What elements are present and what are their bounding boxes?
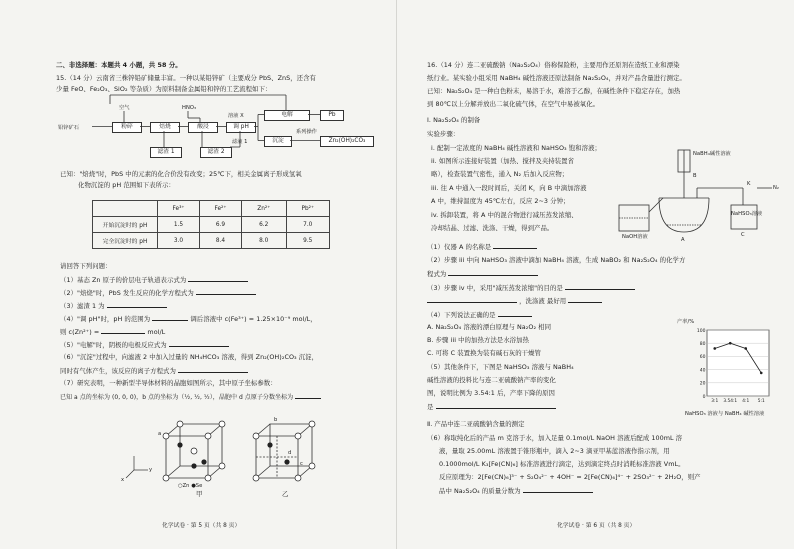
q16-part-3b <box>427 296 602 305</box>
step-4b: 冷却结晶、过滤、洗涤、干燥，得到产品。 <box>431 224 554 232</box>
q16-part-1-text: （1）仪器 A 的名称是 <box>427 243 492 251</box>
chart-ytick-label: 60 <box>699 355 706 361</box>
flow-hno3-label: HNO₃ <box>182 105 197 111</box>
point-c-label: c <box>300 461 303 467</box>
q15-line-1: 15.（14 分）云南省三株锌铅矿储量丰富。一种以某铅锌矿（主要成分 PbS、ZnS，还含有 <box>56 74 316 82</box>
flow-input: 铅锌矿石 <box>58 125 79 131</box>
zn-atom <box>177 421 183 427</box>
q15-part-5-text: （5）"电解"时，阴极的电极反应式为 <box>60 341 167 349</box>
legend-zn-se: ○Zn ●Se <box>178 483 203 489</box>
answer-blank <box>493 242 537 249</box>
q15-part-2-text: （2）"焙烧"时，PbS 发生反应的化学方程式为 <box>60 289 194 297</box>
q16-part-6-line-2: 液，量取 25.00mL 溶液置于锥形瓶中，滴入 2~3 滴亚甲基蓝溶液作指示剂，用 <box>439 447 670 455</box>
q16-part-5: （5）其他条件下，下图是 NaHSO₃ 溶液与 NaBH₄ <box>427 363 574 371</box>
steps-title: 实验步骤： <box>427 130 460 138</box>
q15-part-6: （6）"沉淀"过程中，向滤液 2 中加入过量的 NH₄HCO₃ 溶液，得到 Zn₂(OH)₂CO₃ 沉淀， <box>60 353 319 361</box>
table-cell: 6.2 <box>241 217 286 233</box>
known-line-1: 已知："焙烧"时，PbS 中的元素的化合价没有改变；25℃下，相关金属离子形成氢氧 <box>60 170 302 178</box>
funnel-b-label: B <box>693 173 697 179</box>
chart-xtick-label: 5:1 <box>757 399 765 404</box>
answer-blank <box>498 310 532 317</box>
table-cell: 8.0 <box>241 233 286 249</box>
q16-part-3b-text: ，洗涤液 <box>517 297 545 305</box>
step-2: ii. 如图所示连接好装置（加热、搅拌及夹持装置省 <box>431 157 575 165</box>
flask-a <box>659 198 709 232</box>
chart-data-point <box>713 347 716 350</box>
q16-part-3 <box>427 283 635 292</box>
zn-atom <box>295 475 301 481</box>
option-b: B. 步骤 iii 中的加热方法是水浴加热 <box>427 336 529 344</box>
se-atom <box>201 459 206 464</box>
axis-y-label: y <box>149 467 153 473</box>
footer-right: 化学试卷 · 第 6 页（共 8 页） <box>557 523 636 529</box>
q15-part-7b-text: 已知 a 点的坐标为 (0, 0, 0)，b 点的坐标为（½, ½, ½），晶胞中 d 点原子分数坐标为 <box>60 394 294 401</box>
flow-solution-x: 溶液 X <box>228 113 244 119</box>
table-header: Fe³⁺ <box>158 201 200 217</box>
right-page <box>397 0 794 549</box>
answer-intro: 请回答下列问题： <box>60 262 112 270</box>
chart-data-point <box>744 347 747 350</box>
nabh4-label: NaBH₄碱性溶液 <box>693 151 731 157</box>
q16-part-1 <box>427 242 537 251</box>
q16-line-1: 16.（14 分）连二亚硫酸钠（Na₂S₂O₄）俗称保险粉，主要用作还原剂在造纸工业和漂染 <box>427 61 680 69</box>
flow-residue-1: 滤渣 1 <box>150 147 182 158</box>
se-atom <box>177 442 182 447</box>
q16-part-5c: 图，说明比例为 3.54:1 后，产率下降的原因 <box>427 389 555 397</box>
chart-ytick-label: 80 <box>699 342 706 347</box>
zn-atom <box>205 475 211 481</box>
q15-line-2: 少量 FeO、Fe₂O₃、SiO₂ 等杂质）为原料制备金属铅和锌的工艺流程如下： <box>56 85 272 93</box>
known-line-2: 化物沉淀的 pH 范围如下表所示： <box>78 181 175 189</box>
table-cell: 7.0 <box>286 217 329 233</box>
q15-part-3-text: （3）滤渣 1 为 <box>60 302 105 310</box>
axes <box>126 456 148 478</box>
flow-step-leach: 酸浸 <box>188 122 218 133</box>
chart-ytick-label: 40 <box>699 368 706 374</box>
answer-blank <box>565 283 635 290</box>
answer-blank <box>448 269 538 276</box>
q16-part-5d-text: 是 <box>427 403 434 411</box>
step-1: i. 配制一定浓度的 NaBH₄ 碱性溶液和 NaHSO₃ 饱和溶液； <box>431 144 601 152</box>
zn-atom <box>295 433 301 439</box>
q16-line-2: 纸行业。某实验小组采用 NaBH₄ 碱性溶液还原法制备 Na₂S₂O₄，并对产品含量进行测定。 <box>427 74 686 82</box>
q15-part-4-text: （4）"调 pH"时，pH 的范围为 <box>60 315 151 323</box>
q16-line-4: 到 80℃以上分解并放出二氧化硫气体，在空气中易被氧化。 <box>427 100 600 108</box>
zn-atom <box>205 433 211 439</box>
section-2: Ⅱ. 产品中连二亚硫酸钠含量的测定 <box>427 420 525 428</box>
zn-atom <box>253 475 259 481</box>
zn-atom <box>309 463 315 469</box>
point-d-label: d <box>288 450 292 456</box>
figure-yi-label: 乙 <box>282 490 289 498</box>
point-b-label: b <box>274 417 278 423</box>
table-cell: 9.5 <box>286 233 329 249</box>
section-1: Ⅰ. Na₂S₂O₄ 的制备 <box>427 116 481 124</box>
point-a-label: a <box>158 431 162 437</box>
q16-part-6-line-5 <box>439 486 593 495</box>
se-atom <box>267 442 272 447</box>
chart-xtick-label: 3.54:1 <box>723 399 738 404</box>
table-cell: 6.9 <box>199 217 241 233</box>
flow-step-crush: 粉碎 <box>112 122 142 133</box>
se-atom <box>191 463 196 468</box>
q16-part-2: （2）步骤 iii 中向 NaHSO₃ 溶液中滴加 NaBH₄ 溶液，生成 NaBO₂ 和 Na₂S₂O₄ 的化学方 <box>427 256 686 264</box>
cell-yi-edges <box>256 424 312 478</box>
zn-atom <box>191 448 197 454</box>
q16-line-3: 已知：Na₂S₂O₄ 是一种白色粉末，易溶于水，难溶于乙醇，在碱性条件下稳定存在，加热 <box>427 87 681 95</box>
q16-part-6-line-5-text: 品中 Na₂S₂O₄ 的质量分数为 <box>439 487 521 495</box>
table-header: Fe²⁺ <box>199 201 241 217</box>
q16-part-6-line-3: 0.1000mol/L K₃[Fe(CN)₆] 标准溶液进行滴定，达到滴定终点时消耗标准溶液 VmL。 <box>439 460 685 468</box>
flow-product-zn: Zn₂(OH)₂CO₃ <box>320 136 374 147</box>
step-2b: 略），检查装置气密性，通入 N₂ 后加入反应物； <box>431 170 569 178</box>
chart-xlabel: NaHSO₃ 溶液与 NaBH₄ 碱性溶液 <box>685 411 765 417</box>
q15-part-6b-text: 同时有气体产生，该反应的离子方程式为 <box>60 367 176 375</box>
q16-part-4 <box>427 310 532 319</box>
flow-residue-2: 滤渣 2 <box>200 147 232 158</box>
flask-a-label: A <box>681 237 685 243</box>
zn-atom <box>219 421 225 427</box>
q16-part-6-line-1: （6）称取纯化后的产品 m 克溶于水，加入足量 0.1mol/L NaOH 溶液后配成 100mL 溶 <box>427 434 683 442</box>
unit-mol: mol/L <box>147 328 166 336</box>
flow-series-ops: 系列操作 <box>296 129 317 135</box>
se-atom <box>284 459 289 464</box>
nahso3-label: NaHSO₃溶液 <box>731 211 763 217</box>
figure-jia-label: 甲 <box>196 490 203 498</box>
zn-atom <box>219 463 225 469</box>
table-header: Pb²⁺ <box>286 201 329 217</box>
zn-atom <box>309 421 315 427</box>
step-3: iii. 往 A 中通入一段时间后，关闭 K，向 B 中滴加溶液 <box>431 184 587 192</box>
q16-part-2b-text: 程式为 <box>427 270 447 278</box>
chart-frame <box>707 330 769 396</box>
table-header: Zn²⁺ <box>241 201 286 217</box>
q15-part-4b-text: 则 c(Zn²⁺) = <box>60 328 100 336</box>
zn-atom <box>163 475 169 481</box>
footer-left: 化学试卷 · 第 5 页（共 8 页） <box>162 523 241 529</box>
answer-blank <box>427 296 517 303</box>
chart-ytick-label: 0 <box>702 394 706 400</box>
chart-data-point <box>760 372 763 375</box>
q16-part-5b: 碱性溶液的投料比与连二亚硫酸钠产率的变化 <box>427 376 556 384</box>
q16-part-5d <box>427 402 556 411</box>
flow-step-precipitate: 沉淀 <box>264 136 292 147</box>
flow-air-label: 空气 <box>119 105 130 111</box>
chart-ylabel: 产率/% <box>677 319 695 325</box>
q15-part-1-text: （1）基态 Zn 原子的价层电子轨道表示式为 <box>60 276 187 284</box>
flow-step-electrolysis: 电解 <box>264 110 310 121</box>
chart-data-point <box>729 342 732 345</box>
table-cell: 8.4 <box>199 233 241 249</box>
option-a: A. Na₂S₂O₄ 溶液的漂白原理与 Na₂O₂ 相同 <box>427 323 552 331</box>
q16-part-3c-text: 最好用 <box>544 297 567 305</box>
table-cell: 完全沉淀时的 pH <box>93 233 158 249</box>
flow-step-roast: 焙烧 <box>150 122 180 133</box>
chart-xtick-label: 3:1 <box>711 399 719 404</box>
zn-atom <box>253 433 259 439</box>
table-cell: 1.5 <box>158 217 200 233</box>
q15-part-7: （7）研究表明，一种新型半导体材料的晶胞如图所示，其中原子坐标参数： <box>60 379 277 387</box>
flow-product-pb: Pb <box>320 110 344 121</box>
step-4: iv. 拆卸装置，将 A 中的混合物进行减压蒸发浓缩、 <box>431 211 578 219</box>
zn-atom <box>163 433 169 439</box>
option-c: C. 可将 C 装置换为装有碱石灰的干燥管 <box>427 349 541 357</box>
q16-part-2b <box>427 269 538 278</box>
yield-chart <box>693 326 773 406</box>
q16-part-6-line-4: 反应原理为：2[Fe(CN)₆]³⁻ + S₂O₄²⁻ + 4OH⁻ = 2[Fe(CN)₆]⁴⁻ + 2SO₃²⁻ + 2H₂O，则产 <box>439 473 701 481</box>
answer-blank <box>568 296 602 303</box>
step-3b: A 中，维持温度为 45℃左右，反应 2~3 分钟； <box>431 197 570 205</box>
table-cell: 3.0 <box>158 233 200 249</box>
flow-filtrate-1: 滤液 1 <box>232 139 248 145</box>
chart-ytick-label: 100 <box>696 328 706 334</box>
chart-ytick-label: 20 <box>699 381 706 387</box>
answer-blank <box>523 486 593 493</box>
q16-part-3-text: （3）步骤 iv 中，采用"减压蒸发浓缩"的目的是 <box>427 284 563 292</box>
section-heading: 二、非选择题：本题共 4 小题，共 58 分。 <box>56 61 182 69</box>
naoh-label: NaOH溶液 <box>622 234 648 240</box>
q15-part-4-cont: 调后溶液中 c(Fe³⁺) = 1.25×10⁻⁹ mol/L， <box>188 315 317 323</box>
bottle-c-label: C <box>741 232 745 238</box>
chart-xtick-label: 4:1 <box>742 399 750 404</box>
flow-step-adjust-ph: 调 pH <box>226 122 256 133</box>
q16-part-4-text: （4）下列说法正确的是 <box>427 311 496 319</box>
valve-k-label: K <box>747 181 751 187</box>
n2-label: N₂ <box>773 185 780 191</box>
answer-blank <box>436 402 556 409</box>
table-cell: 开始沉淀时的 pH <box>93 217 158 233</box>
axis-x-label: x <box>121 477 125 483</box>
